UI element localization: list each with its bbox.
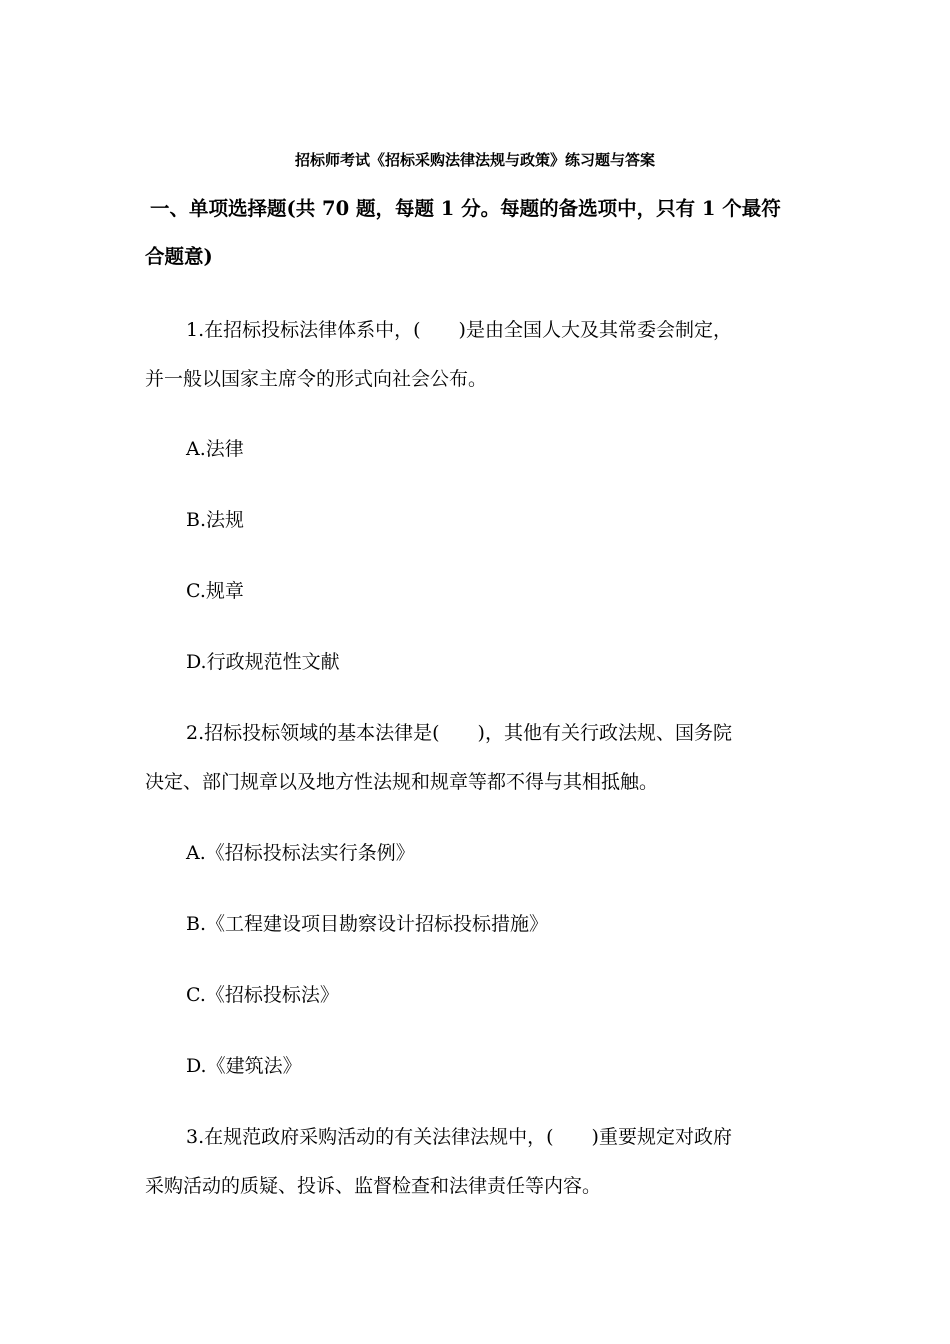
question-2-option-b: B.《工程建设项目勘察设计招标投标措施》 <box>186 913 549 935</box>
question-1-option-c: C.规章 <box>186 580 244 602</box>
question-1-line-2: 并一般以国家主席令的形式向社会公布。 <box>145 368 488 390</box>
question-3-line-2: 采购活动的质疑、投诉、监督检查和法律责任等内容。 <box>145 1175 602 1197</box>
question-1-line-1: 1.在招标投标法律体系中，( )是由全国人大及其常委会制定， <box>186 319 732 341</box>
section-heading-line-2: 合题意) <box>145 245 213 268</box>
question-1-option-b: B.法规 <box>186 509 245 531</box>
question-2-option-a: A.《招标投标法实行条例》 <box>186 842 415 864</box>
question-3-line-1: 3.在规范政府采购活动的有关法律法规中，( )重要规定对政府 <box>186 1126 732 1148</box>
question-2-line-1: 2.招标投标领域的基本法律是( )，其他有关行政法规、国务院 <box>186 722 732 744</box>
document-title: 招标师考试《招标采购法律法规与政策》练习题与答案 <box>294 151 655 169</box>
question-1-option-d: D.行政规范性文献 <box>186 651 340 673</box>
question-1-option-a: A.法律 <box>186 438 244 460</box>
section-heading-line-1: 一、单项选择题(共 70 题，每题 1 分。每题的备选项中，只有 1 个最符 <box>150 197 781 220</box>
question-2-option-d: D.《建筑法》 <box>186 1055 302 1077</box>
question-2-option-c: C.《招标投标法》 <box>186 984 339 1006</box>
question-2-line-2: 决定、部门规章以及地方性法规和规章等都不得与其相抵触。 <box>145 771 659 793</box>
